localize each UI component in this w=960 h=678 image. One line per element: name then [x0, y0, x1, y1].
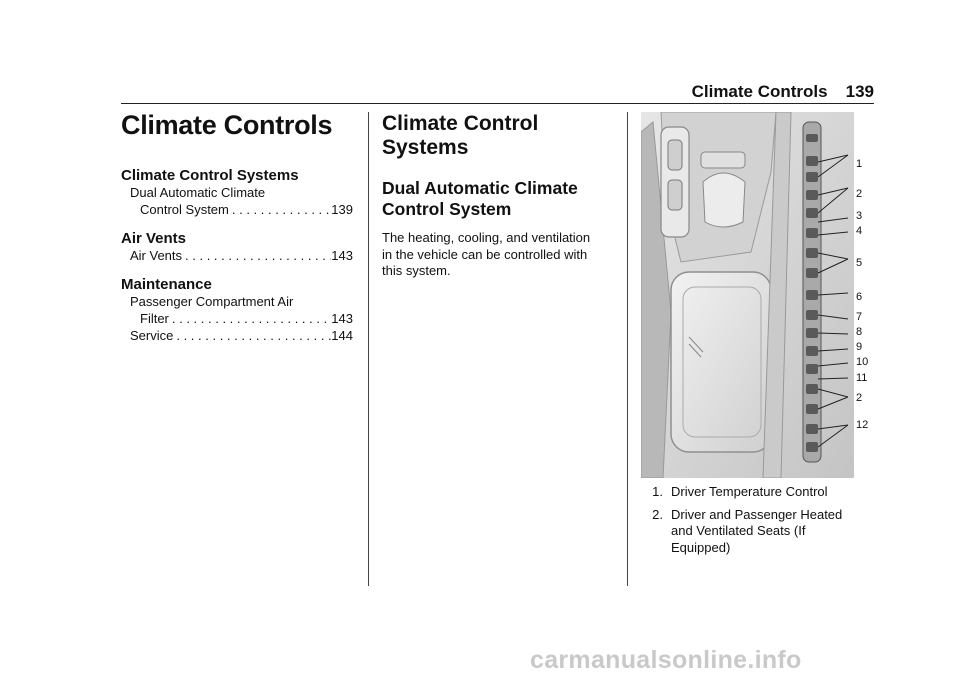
running-header [692, 82, 874, 102]
toc-entry-label: Service [130, 328, 174, 343]
callout-text: Driver Temperature Control [671, 484, 828, 499]
callout-label: 1 [856, 158, 863, 170]
callout-number: 2. [652, 506, 663, 522]
column-divider-1 [368, 112, 369, 586]
section-title [382, 112, 614, 160]
figure-column [641, 112, 875, 556]
callout-label: 9 [856, 341, 863, 353]
callout-label: 5 [856, 257, 863, 269]
callout-text-line: Equipped) [671, 539, 731, 555]
body-line: in the vehicle can be controlled with [382, 246, 588, 262]
toc-leader-dots [182, 247, 331, 264]
toc-leader-dots [173, 327, 331, 344]
section-title-line: Climate Control [382, 112, 539, 135]
toc-entry[interactable] [121, 310, 353, 327]
toc-section-heading: Climate Control Systems [121, 167, 299, 184]
main-section [382, 112, 614, 280]
toc-entry[interactable] [121, 327, 353, 344]
subsection-title-line: Control System [382, 199, 512, 219]
page-number: 139 [845, 82, 874, 101]
callout-label: 4 [856, 225, 863, 237]
subsection-title [382, 178, 614, 220]
toc-entry[interactable] [121, 201, 353, 218]
callout-number: 1. [652, 484, 663, 499]
callout-label: 12 [856, 419, 869, 431]
callout-label: 2 [856, 392, 863, 404]
toc-entry-page: 143 [331, 311, 353, 326]
callout-label: 7 [856, 311, 863, 323]
callout-text-line: and Ventilated Seats (If [671, 523, 806, 538]
toc-entry-label: Filter [140, 311, 169, 326]
toc-entry-label: Air Vents [130, 248, 183, 263]
callout-label: 2 [856, 188, 863, 200]
toc-entry-page: 139 [331, 202, 353, 217]
header-rule [121, 103, 874, 104]
callout-text-line: Driver and Passenger Heated [671, 506, 843, 522]
climate-controls-figure [641, 112, 854, 478]
toc-section-heading: Air Vents [121, 230, 187, 247]
body-line: The heating, cooling, and ventilation [382, 230, 591, 245]
toc-leader-dots [169, 310, 331, 327]
subsection-title-line: Dual Automatic Climate [382, 178, 578, 198]
callout-text [671, 507, 875, 557]
toc-leader-dots [229, 201, 331, 218]
callout-label: 3 [856, 210, 863, 222]
toc-entry-line: Passenger Compartment Air [130, 294, 294, 309]
toc-entry-page: 143 [331, 248, 353, 263]
callout-list [641, 484, 875, 556]
toc-entry-page: 144 [331, 328, 353, 343]
body-line: this system. [382, 263, 451, 278]
callout-label: 11 [856, 372, 868, 384]
body-paragraph [382, 230, 614, 280]
callout-label: 8 [856, 326, 863, 338]
toc-entry[interactable] [121, 247, 353, 264]
watermark: carmanualsonline.info [530, 646, 802, 674]
chapter-title: Climate Controls [121, 110, 333, 140]
callout-label: 6 [856, 291, 863, 303]
toc-entry-label: Control System [140, 202, 229, 217]
toc-entry-line: Dual Automatic Climate [130, 185, 266, 200]
callout-item [641, 484, 875, 501]
column-divider-2 [627, 112, 628, 586]
header-title: Climate Controls [691, 82, 828, 101]
console-illustration [641, 112, 854, 478]
control-strip-buttons [806, 134, 818, 452]
callout-label: 10 [856, 356, 869, 368]
toc-section-heading: Maintenance [121, 276, 212, 293]
section-title-line: Systems [382, 136, 469, 159]
chapter-toc [121, 110, 353, 344]
callout-item [641, 507, 875, 557]
